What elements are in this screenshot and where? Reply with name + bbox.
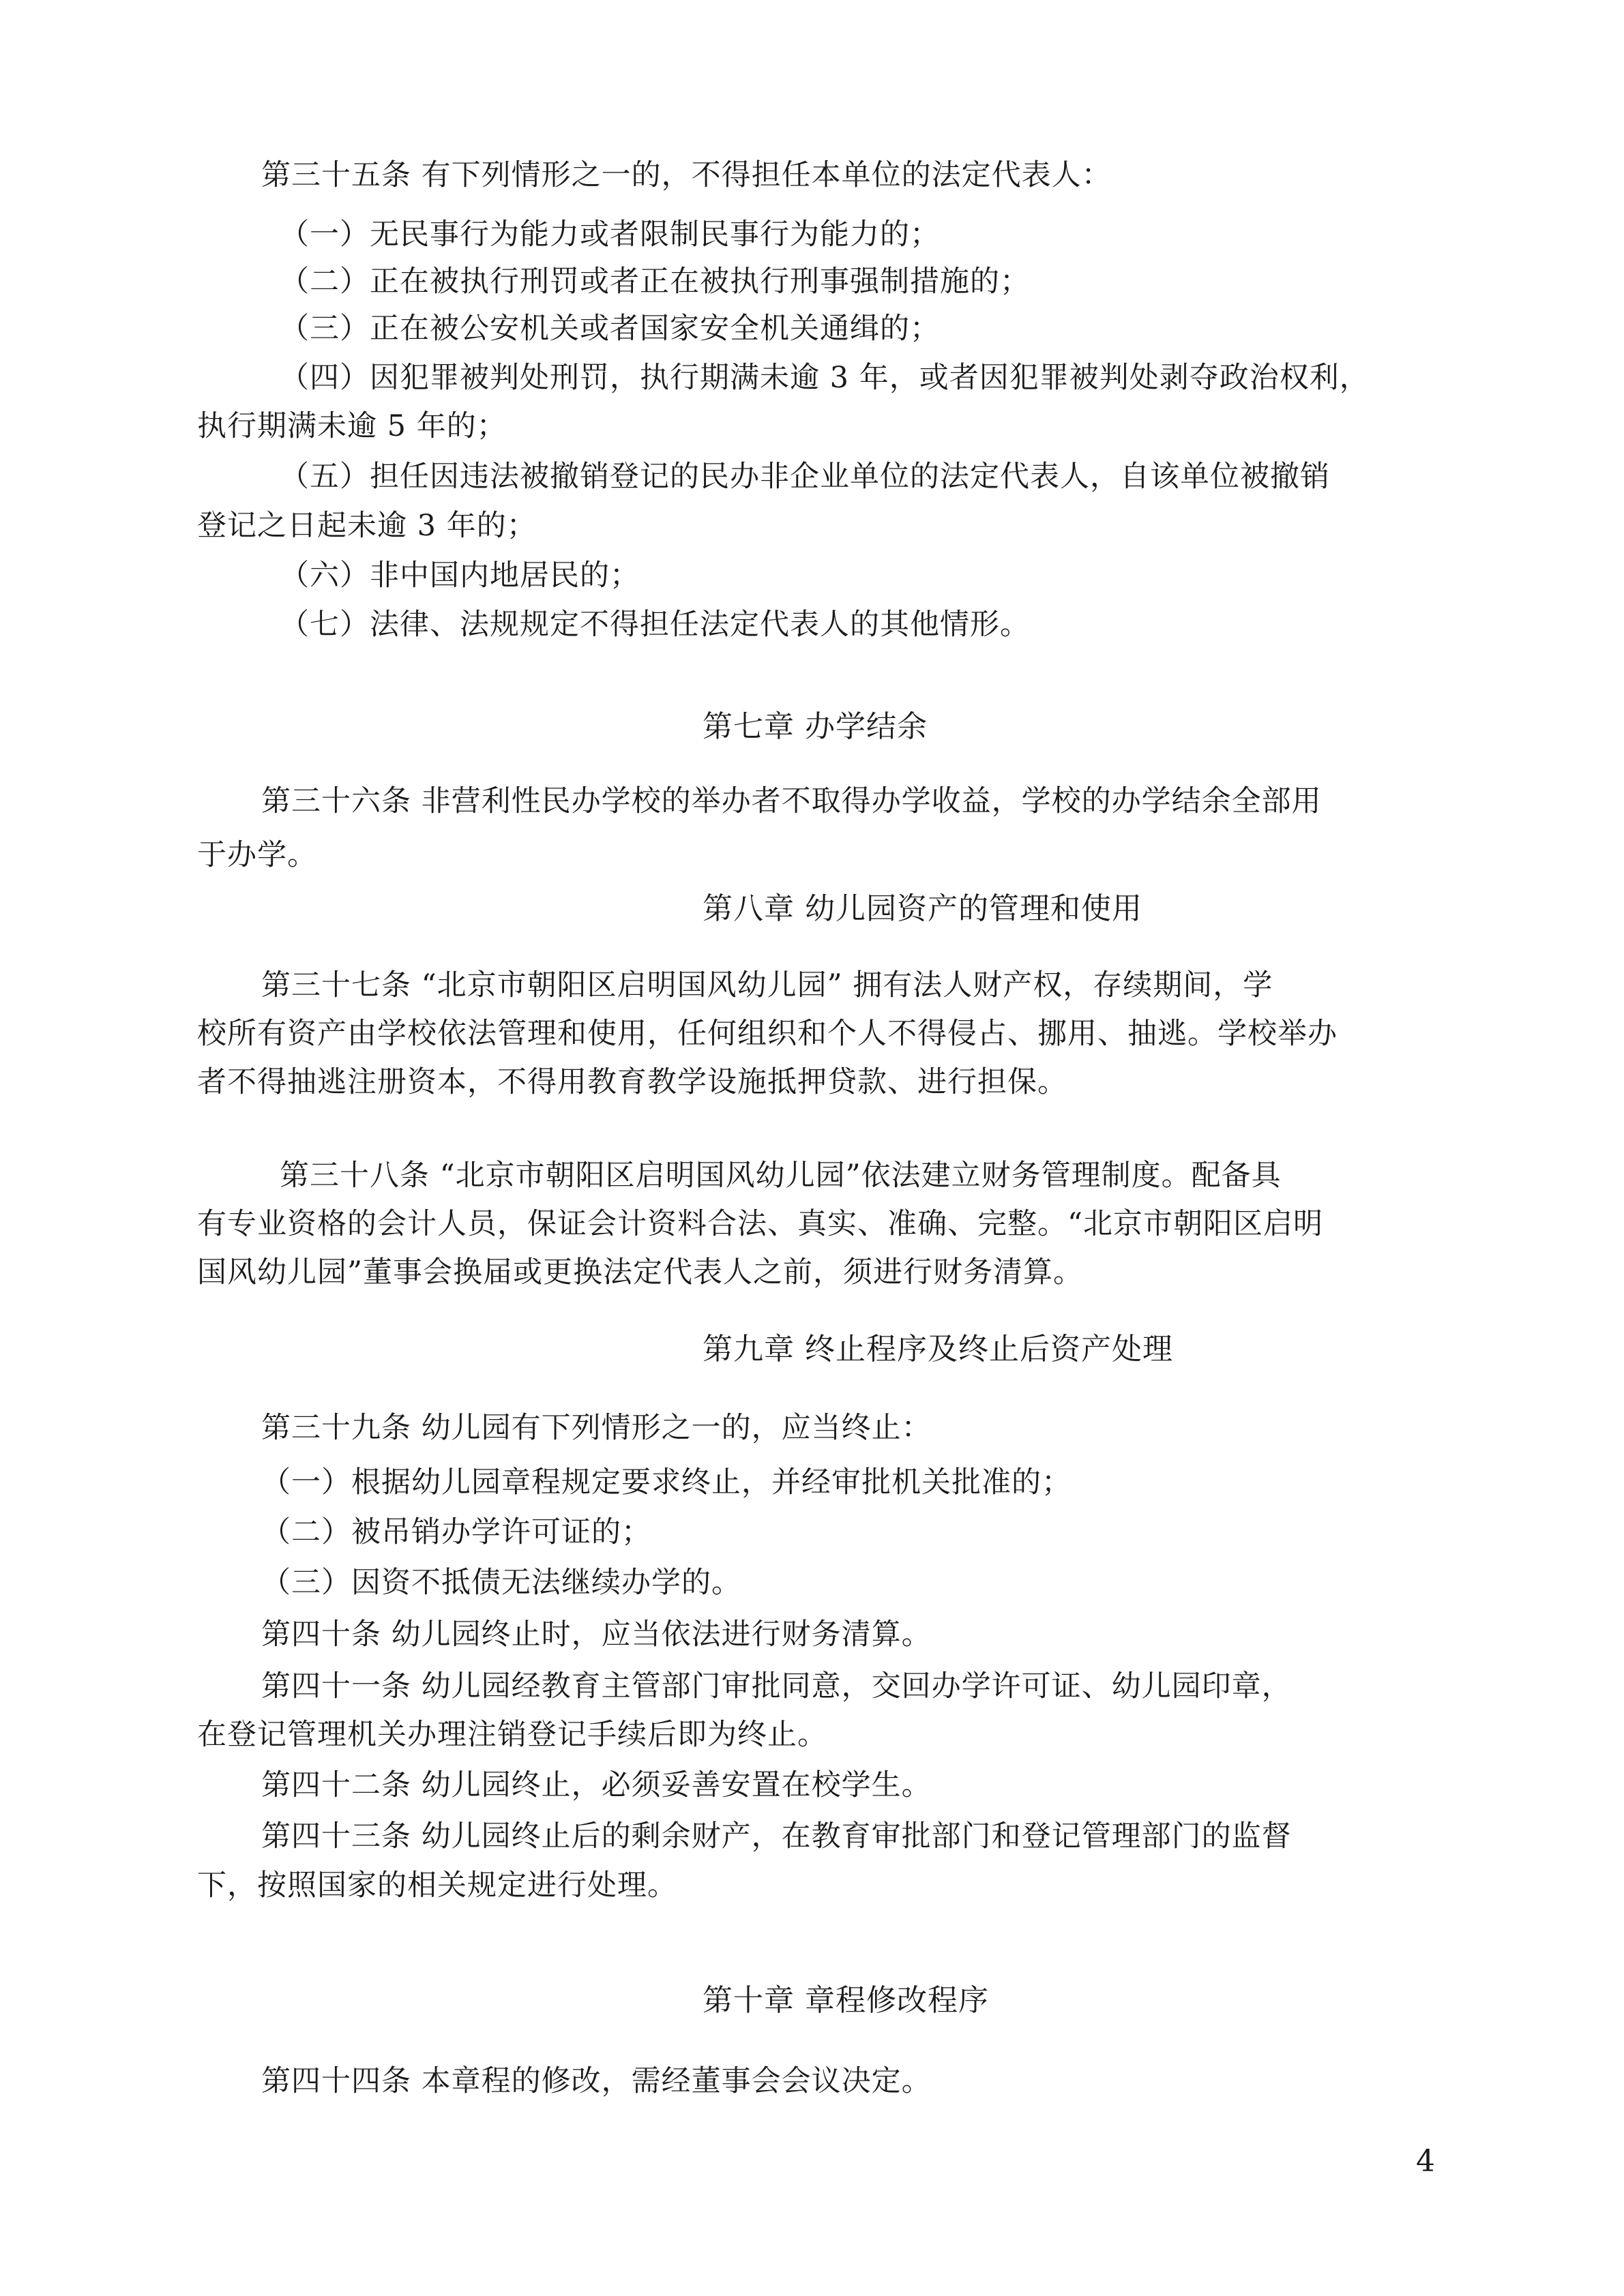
article-43-line-2: 下，按照国家的相关规定进行处理。	[197, 1868, 677, 1903]
article-35-item-6: （六）非中国内地居民的；	[280, 558, 640, 593]
article-37-line-3: 者不得抽逃注册资本，不得用教育教学设施抵押贷款、进行担保。	[197, 1065, 1067, 1099]
chapter-8-heading: 第八章 幼儿园资产的管理和使用	[703, 891, 1142, 926]
article-39-item-3: （三）因资不抵债无法继续办学的。	[261, 1566, 741, 1600]
article-36-line-1: 第三十六条 非营利性民办学校的举办者不取得办学收益，学校的办学结余全部用	[261, 784, 1322, 818]
article-35-item-5-line-1: （五）担任因违法被撤销登记的民办非企业单位的法定代表人，自该单位被撤销	[280, 460, 1330, 494]
article-38-line-1: 第三十八条 “北京市朝阳区启明国风幼儿园”依法建立财务管理制度。配备具	[280, 1159, 1282, 1193]
article-44: 第四十四条 本章程的修改，需经董事会会议决定。	[261, 2064, 932, 2098]
article-36-line-2: 于办学。	[197, 838, 317, 872]
chapter-10-heading: 第十章 章程修改程序	[703, 1983, 989, 2018]
article-35-item-5-line-2: 登记之日起未逾 3 年的；	[197, 509, 537, 543]
article-41-line-2: 在登记管理机关办理注销登记手续后即为终止。	[197, 1718, 827, 1752]
article-35-item-4-line-1: （四）因犯罪被判处刑罚，执行期满未逾 3 年，或者因犯罪被判处剥夺政治权利，	[280, 361, 1370, 395]
article-40: 第四十条 幼儿园终止时，应当依法进行财务清算。	[261, 1617, 932, 1652]
article-41-line-1: 第四十一条 幼儿园经教育主管部门审批同意，交回办学许可证、幼儿园印章，	[261, 1669, 1292, 1703]
article-39-item-1: （一）根据幼儿园章程规定要求终止，并经审批机关批准的；	[261, 1465, 1072, 1500]
article-35-item-1: （一）无民事行为能力或者限制民事行为能力的；	[280, 218, 940, 252]
article-39-item-2: （二）被吊销办学许可证的；	[261, 1515, 651, 1549]
page-number: 4	[1416, 2144, 1435, 2179]
article-35-item-7: （七）法律、法规规定不得担任法定代表人的其他情形。	[280, 608, 1030, 642]
article-35-item-2: （二）正在被执行刑罚或者正在被执行刑事强制措施的；	[280, 265, 1030, 299]
article-37-line-1: 第三十七条 “北京市朝阳区启明国风幼儿园” 拥有法人财产权，存续期间，学	[261, 968, 1273, 1002]
article-37-line-2: 校所有资产由学校依法管理和使用，任何组织和个人不得侵占、挪用、抽逃。学校举办	[197, 1017, 1338, 1051]
article-38-line-3: 国风幼儿园”董事会换届或更换法定代表人之前，须进行财务清算。	[197, 1255, 1083, 1289]
article-39-title: 第三十九条 幼儿园有下列情形之一的，应当终止：	[261, 1411, 932, 1445]
article-35-item-3: （三）正在被公安机关或者国家安全机关通缉的；	[280, 312, 940, 346]
article-35-title: 第三十五条 有下列情形之一的，不得担任本单位的法定代表人：	[261, 158, 1112, 192]
article-38-line-2: 有专业资格的会计人员，保证会计资料合法、真实、准确、完整。“北京市朝阳区启明	[197, 1207, 1323, 1241]
article-42: 第四十二条 幼儿园终止，必须妥善安置在校学生。	[261, 1768, 932, 1802]
chapter-7-heading: 第七章 办学结余	[703, 709, 928, 744]
chapter-9-heading: 第九章 终止程序及终止后资产处理	[703, 1332, 1173, 1367]
article-35-item-4-line-2: 执行期满未逾 5 年的；	[197, 409, 507, 443]
article-43-line-1: 第四十三条 幼儿园终止后的剩余财产，在教育审批部门和登记管理部门的监督	[261, 1819, 1292, 1853]
